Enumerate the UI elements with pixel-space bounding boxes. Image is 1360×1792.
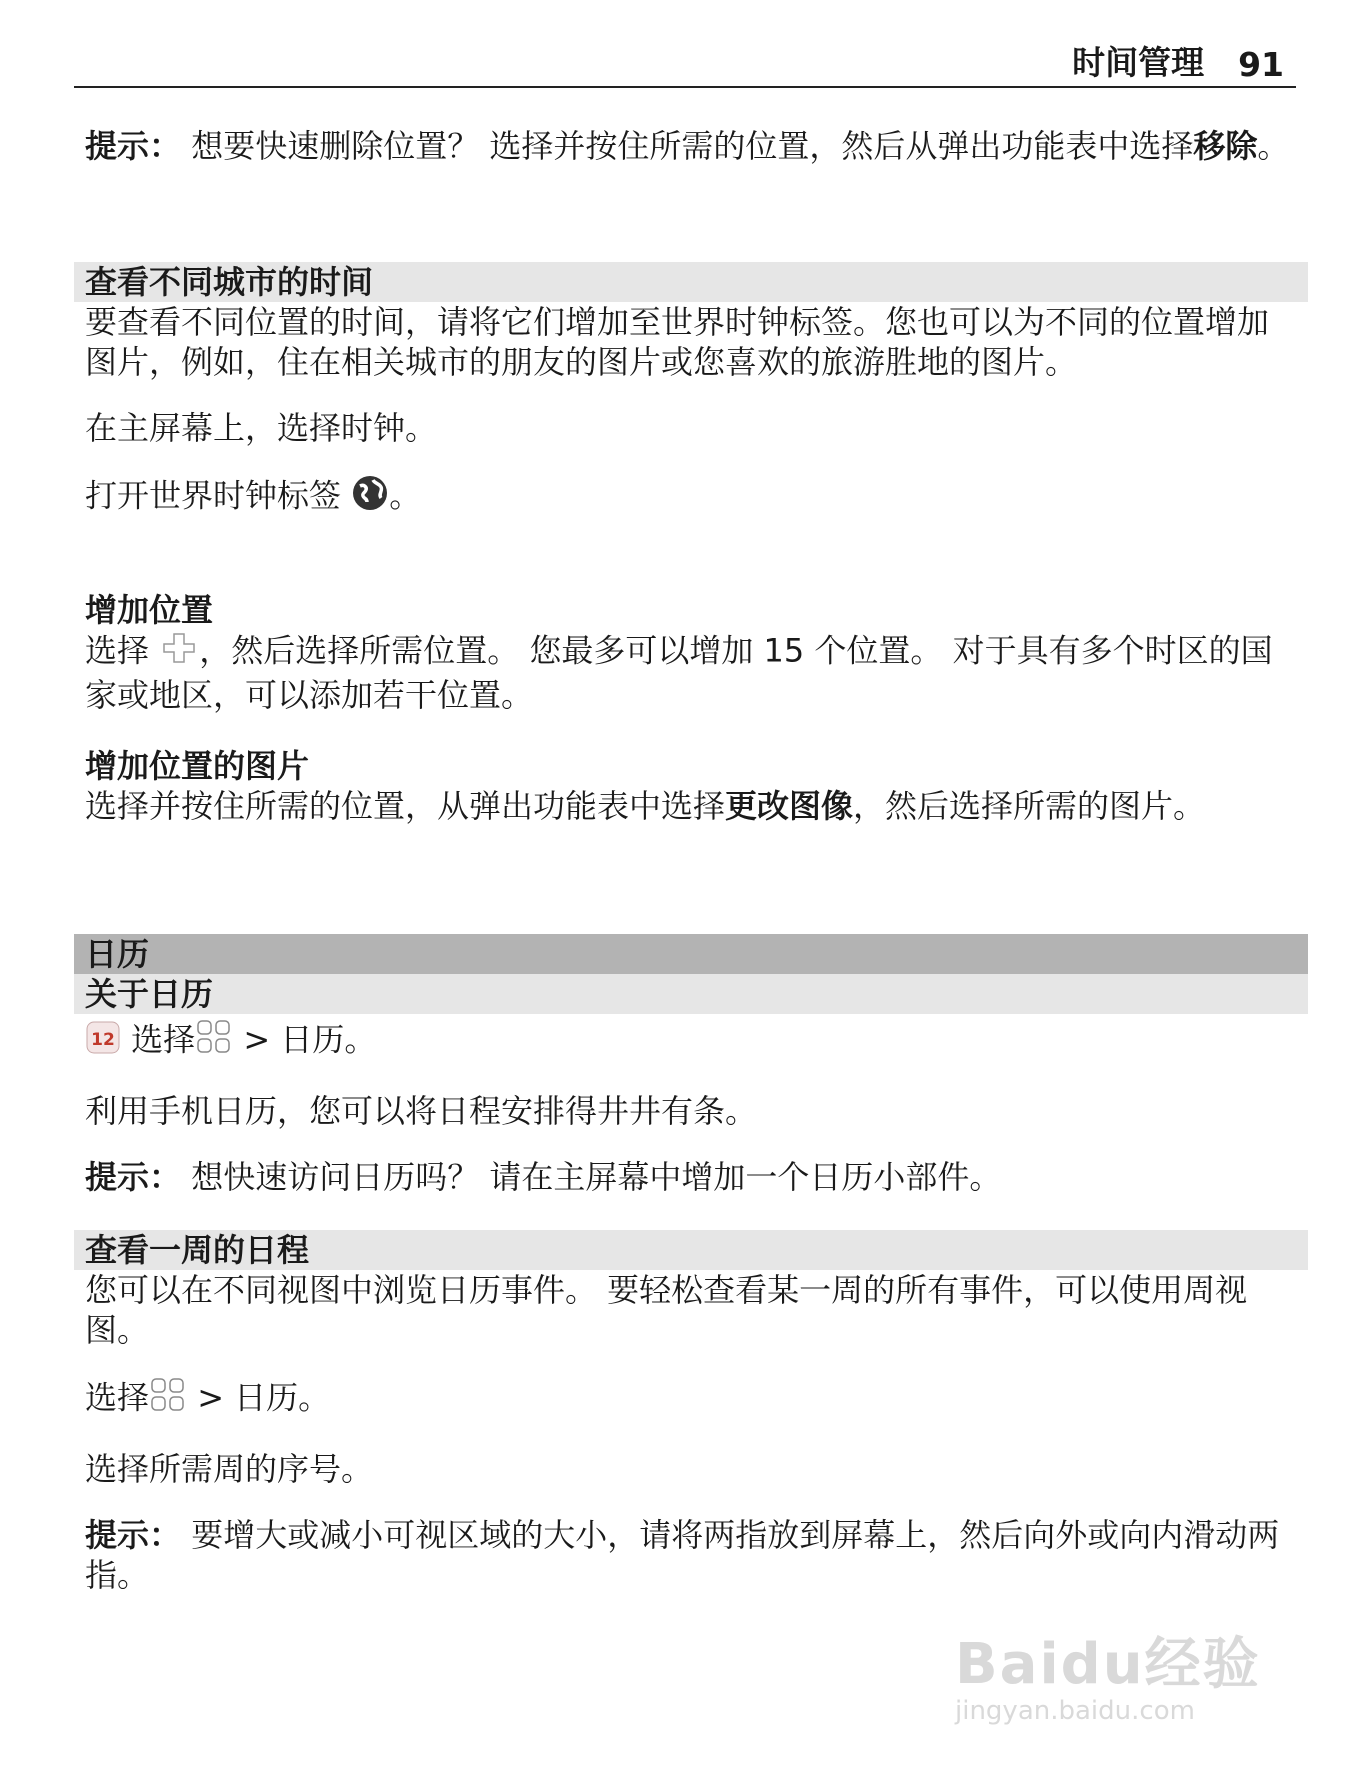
tip-pinch-zoom: 提示： 要增大或减小可视区域的大小，请将两指放到屏幕上，然后向外或向内滑动两指。 [85, 1516, 1280, 1594]
globe-icon [351, 474, 389, 521]
paragraph-select-clock: 在主屏幕上，选择时钟。 [85, 409, 438, 447]
paragraph-select-calendar: 12 选择 > 日历。 [85, 1018, 1297, 1065]
menu-grid-icon [149, 1376, 187, 1423]
heading-week-view: 查看一周的日程 [74, 1230, 1308, 1270]
section-city-times [85, 262, 1297, 521]
svg-text:12: 12 [91, 1030, 115, 1050]
plus-icon [159, 630, 199, 675]
paragraph-select-calendar-2: 选择 > 日历。 [85, 1376, 1297, 1423]
section-week-view [85, 1230, 1297, 1595]
heading-add-location: 增加位置 [85, 591, 214, 629]
chapter-title: 日历 [74, 934, 1308, 974]
watermark-url: jingyan.baidu.com [955, 1696, 1195, 1726]
paragraph-add-location: 选择 ，然后选择所需位置。 您最多可以增加 15 个位置。 对于具有多个时区的国家或地区，可以添加若干位置。 [85, 631, 1273, 714]
menu-grid-icon [195, 1018, 233, 1065]
chapter-calendar [85, 934, 1297, 1197]
paragraph-open-world-clock: 打开世界时钟标签 。 [85, 474, 1297, 521]
paragraph-week-view: 您可以在不同视图中浏览日历事件。 要轻松查看某一周的所有事件，可以使用周视图。 [85, 1271, 1248, 1349]
paragraph-add-picture: 选择并按住所需的位置，从弹出功能表中选择更改图像，然后选择所需的图片。 [85, 787, 1206, 825]
heading-add-picture: 增加位置的图片 [85, 747, 310, 785]
watermark-brand: Baidu经验 [955, 1632, 1261, 1697]
section-title: 时间管理 [1072, 43, 1205, 82]
paragraph-select-week: 选择所需周的序号。 [85, 1450, 374, 1488]
page-number: 91 [1238, 45, 1284, 84]
calendar-icon [85, 1019, 121, 1064]
baidu-watermark [955, 1620, 1285, 1740]
section-add-location [85, 590, 1297, 715]
tip-delete-location: 提示： 想要快速删除位置？ 选择并按住所需的位置，然后从弹出功能表中选择移除。 [85, 127, 1290, 165]
heading-about-calendar: 关于日历 [74, 974, 1308, 1014]
paragraph-calendar-benefit: 利用手机日历，您可以将日程安排得井井有条。 [85, 1092, 758, 1130]
page-header [74, 43, 1296, 88]
tip-calendar-widget: 提示： 想快速访问日历吗？ 请在主屏幕中增加一个日历小部件。 [85, 1158, 1002, 1196]
section-add-picture [85, 746, 1297, 826]
heading-city-times: 查看不同城市的时间 [74, 262, 1308, 302]
paragraph-world-clock: 要查看不同位置的时间，请将它们增加至世界时钟标签。您也可以为不同的位置增加图片，例如，住在相关城市的朋友的图片或您喜欢的旅游胜地的图片。 [85, 303, 1270, 381]
